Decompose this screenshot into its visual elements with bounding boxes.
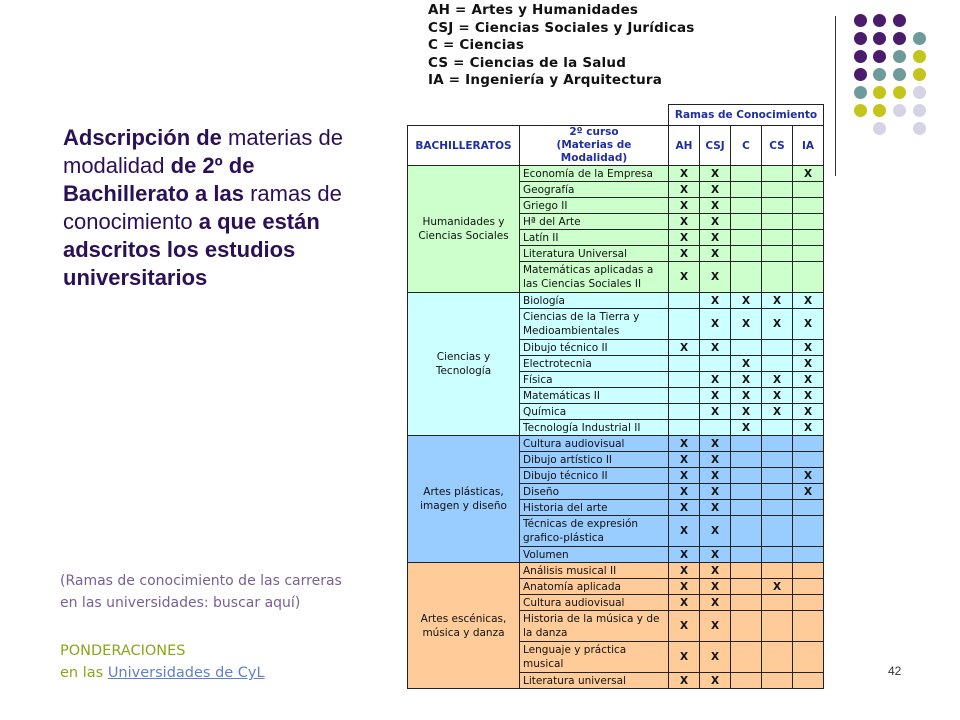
decorative-dot [893, 32, 906, 45]
group-name-cell: Humanidades y Ciencias Sociales [408, 166, 520, 293]
group-name-cell: Artes escénicas, música y danza [408, 563, 520, 689]
rama-mark-cell: X [793, 340, 824, 356]
ponderaciones [60, 640, 265, 684]
rama-mark-cell [731, 262, 762, 293]
rama-mark-cell [669, 388, 700, 404]
rama-mark-cell [731, 547, 762, 563]
decorative-dot [854, 32, 867, 45]
rama-mark-cell: X [669, 214, 700, 230]
rama-mark-cell: X [793, 468, 824, 484]
rama-mark-cell: X [700, 611, 731, 642]
materia-cell: Literatura Universal [520, 246, 669, 262]
materia-cell: Geografía [520, 182, 669, 198]
legend-csj: CSJ = Ciencias Sociales y Jurídicas [428, 19, 695, 36]
rama-mark-cell: X [700, 500, 731, 516]
col-c: C [731, 126, 762, 166]
rama-mark-cell [762, 262, 793, 293]
rama-mark-cell [762, 230, 793, 246]
materia-cell: Matemáticas II [520, 388, 669, 404]
materia-cell: Ciencias de la Tierra y Medioambientales [520, 309, 669, 340]
decorative-dot [913, 32, 926, 45]
materia-cell: Literatura universal [520, 673, 669, 689]
materia-cell: Historia de la música y de la danza [520, 611, 669, 642]
materia-cell: Dibujo técnico II [520, 468, 669, 484]
materia-cell: Técnicas de expresión grafico-plástica [520, 516, 669, 547]
rama-mark-cell: X [700, 404, 731, 420]
rama-mark-cell: X [669, 468, 700, 484]
rama-mark-cell [762, 484, 793, 500]
rama-mark-cell [731, 563, 762, 579]
materia-cell: Anatomía aplicada [520, 579, 669, 595]
decorative-dot [913, 86, 926, 99]
rama-mark-cell: X [669, 182, 700, 198]
decorative-dot [854, 86, 867, 99]
rama-mark-cell [762, 547, 793, 563]
rama-mark-cell [793, 563, 824, 579]
table-row [408, 293, 824, 309]
rama-mark-cell: X [669, 563, 700, 579]
rama-mark-cell [762, 500, 793, 516]
rama-mark-cell [793, 500, 824, 516]
rama-mark-cell: X [669, 611, 700, 642]
rama-mark-cell: X [700, 372, 731, 388]
rama-mark-cell: X [669, 230, 700, 246]
rama-mark-cell: X [731, 372, 762, 388]
rama-mark-cell: X [700, 293, 731, 309]
decorative-dot [893, 50, 906, 63]
decorative-dot [893, 14, 906, 27]
decorative-dot [873, 68, 886, 81]
rama-mark-cell: X [700, 673, 731, 689]
rama-mark-cell [731, 166, 762, 182]
header-bachilleratos: BACHILLERATOS [408, 126, 520, 166]
rama-mark-cell [669, 309, 700, 340]
note-line-1: (Ramas de conocimiento de las carreras [60, 573, 342, 589]
rama-mark-cell [669, 372, 700, 388]
materia-cell: Análisis musical II [520, 563, 669, 579]
materia-cell: Química [520, 404, 669, 420]
decorative-dot [854, 68, 867, 81]
materia-cell: Física [520, 372, 669, 388]
materia-cell: Matemáticas aplicadas a las Ciencias Sociales II [520, 262, 669, 293]
adscripcion-table [407, 104, 824, 689]
rama-mark-cell: X [700, 516, 731, 547]
materia-cell: Dibujo técnico II [520, 340, 669, 356]
rama-mark-cell: X [700, 230, 731, 246]
rama-mark-cell [731, 595, 762, 611]
rama-mark-cell [793, 673, 824, 689]
rama-mark-cell: X [762, 309, 793, 340]
rama-mark-cell [762, 611, 793, 642]
rama-mark-cell [793, 611, 824, 642]
blank-cell [520, 105, 669, 126]
header-ramas: Ramas de Conocimiento [669, 105, 824, 126]
table-row [408, 436, 824, 452]
rama-mark-cell: X [700, 563, 731, 579]
decorative-dot [893, 104, 906, 117]
rama-mark-cell: X [793, 484, 824, 500]
rama-mark-cell: X [762, 404, 793, 420]
rama-mark-cell: X [669, 246, 700, 262]
rama-mark-cell [793, 230, 824, 246]
universidades-link[interactable]: Universidades de CyL [107, 665, 265, 681]
materia-cell: Lenguaje y práctica musical [520, 642, 669, 673]
rama-mark-cell: X [669, 452, 700, 468]
legend-ah: AH = Artes y Humanidades [428, 2, 639, 18]
rama-mark-cell: X [700, 388, 731, 404]
materia-cell: Historia del arte [520, 500, 669, 516]
rama-mark-cell: X [793, 309, 824, 340]
materia-cell: Economía de la Empresa [520, 166, 669, 182]
rama-mark-cell: X [669, 642, 700, 673]
table-row [408, 166, 824, 182]
materia-cell: Hª del Arte [520, 214, 669, 230]
decorative-dot [873, 14, 886, 27]
rama-mark-cell: X [700, 642, 731, 673]
title-part-1: Adscripción de [63, 125, 222, 150]
rama-mark-cell: X [731, 404, 762, 420]
rama-mark-cell: X [669, 198, 700, 214]
materia-cell: Griego II [520, 198, 669, 214]
rama-mark-cell: X [669, 436, 700, 452]
rama-mark-cell: X [793, 404, 824, 420]
materia-cell: Diseño [520, 484, 669, 500]
rama-mark-cell [700, 420, 731, 436]
title-part-3: de 2º de Bachillerato a las [63, 153, 255, 206]
rama-mark-cell [731, 611, 762, 642]
rama-mark-cell [731, 182, 762, 198]
rama-mark-cell [731, 230, 762, 246]
materia-cell: Cultura audiovisual [520, 595, 669, 611]
rama-mark-cell: X [669, 579, 700, 595]
header-materias-label: (Materias de Modalidad) [556, 139, 632, 164]
rama-mark-cell: X [793, 372, 824, 388]
rama-mark-cell: X [700, 468, 731, 484]
rama-mark-cell [731, 642, 762, 673]
rama-mark-cell [669, 293, 700, 309]
rama-mark-cell [762, 673, 793, 689]
col-ia: IA [793, 126, 824, 166]
rama-mark-cell: X [762, 372, 793, 388]
rama-mark-cell [700, 356, 731, 372]
rama-mark-cell [762, 166, 793, 182]
decorative-dot [913, 104, 926, 117]
rama-mark-cell: X [700, 166, 731, 182]
rama-mark-cell: X [669, 484, 700, 500]
table-header-row-1 [408, 105, 824, 126]
rama-mark-cell [793, 436, 824, 452]
rama-mark-cell [731, 516, 762, 547]
rama-mark-cell [669, 356, 700, 372]
materia-cell: Latín II [520, 230, 669, 246]
rama-mark-cell: X [700, 309, 731, 340]
decorative-dot [913, 50, 926, 63]
decorative-dot [893, 68, 906, 81]
rama-mark-cell [762, 356, 793, 372]
decorative-dot [893, 86, 906, 99]
rama-mark-cell [731, 500, 762, 516]
rama-mark-cell: X [793, 166, 824, 182]
materia-cell: Dibujo artístico II [520, 452, 669, 468]
rama-mark-cell [762, 420, 793, 436]
rama-mark-cell: X [793, 293, 824, 309]
rama-mark-cell [762, 595, 793, 611]
rama-mark-cell: X [762, 579, 793, 595]
decorative-dot [854, 50, 867, 63]
rama-mark-cell: X [700, 484, 731, 500]
rama-mark-cell: X [700, 579, 731, 595]
materia-cell: Cultura audiovisual [520, 436, 669, 452]
decorative-dot [873, 50, 886, 63]
rama-mark-cell [762, 340, 793, 356]
rama-mark-cell: X [669, 500, 700, 516]
rama-mark-cell [793, 516, 824, 547]
rama-mark-cell: X [731, 356, 762, 372]
materia-cell: Electrotecnia [520, 356, 669, 372]
rama-mark-cell [731, 246, 762, 262]
rama-mark-cell [793, 246, 824, 262]
ramas-table [407, 104, 824, 689]
decorative-dot [873, 32, 886, 45]
note-line-2[interactable]: en las universidades: buscar aquí) [60, 595, 301, 611]
rama-mark-cell: X [700, 262, 731, 293]
rama-mark-cell: X [669, 673, 700, 689]
rama-mark-cell: X [700, 214, 731, 230]
rama-mark-cell: X [669, 516, 700, 547]
rama-mark-cell [762, 452, 793, 468]
rama-mark-cell [793, 214, 824, 230]
rama-mark-cell [793, 262, 824, 293]
decorative-dot [873, 122, 886, 135]
decorative-dot [854, 14, 867, 27]
slide-title [63, 124, 343, 292]
rama-mark-cell: X [700, 246, 731, 262]
rama-mark-cell [731, 673, 762, 689]
rama-mark-cell: X [700, 182, 731, 198]
decorative-dot [913, 68, 926, 81]
title-part-2: materias de modalidad [63, 125, 343, 178]
decorative-dots [848, 14, 948, 154]
rama-mark-cell: X [731, 293, 762, 309]
group-name-cell: Ciencias y Tecnología [408, 293, 520, 436]
rama-mark-cell: X [669, 547, 700, 563]
rama-mark-cell: X [731, 420, 762, 436]
rama-mark-cell: X [731, 309, 762, 340]
col-ah: AH [669, 126, 700, 166]
rama-mark-cell [762, 436, 793, 452]
rama-mark-cell [793, 182, 824, 198]
rama-mark-cell [731, 198, 762, 214]
table-row [408, 563, 824, 579]
rama-mark-cell [762, 563, 793, 579]
rama-mark-cell: X [793, 420, 824, 436]
rama-mark-cell [731, 452, 762, 468]
rama-mark-cell [793, 579, 824, 595]
rama-mark-cell [731, 436, 762, 452]
rama-mark-cell [762, 516, 793, 547]
rama-mark-cell [731, 468, 762, 484]
blank-cell [408, 105, 520, 126]
divider-line [835, 16, 836, 176]
decorative-dot [913, 122, 926, 135]
legend-cs: CS = Ciencias de la Salud [428, 54, 627, 71]
legend-ia: IA = Ingeniería y Arquitectura [428, 72, 663, 88]
rama-mark-cell: X [762, 293, 793, 309]
rama-mark-cell [762, 182, 793, 198]
rama-mark-cell [793, 452, 824, 468]
rama-mark-cell [762, 198, 793, 214]
rama-mark-cell [669, 420, 700, 436]
title-part-4: ramas de conocimiento [63, 181, 342, 234]
rama-mark-cell [669, 404, 700, 420]
rama-mark-cell: X [700, 436, 731, 452]
table-header-row-2 [408, 126, 824, 166]
rama-mark-cell [793, 642, 824, 673]
rama-mark-cell: X [669, 262, 700, 293]
decorative-dot [873, 104, 886, 117]
group-name-cell: Artes plásticas, imagen y diseño [408, 436, 520, 563]
rama-mark-cell [762, 246, 793, 262]
rama-mark-cell [731, 340, 762, 356]
rama-mark-cell: X [700, 340, 731, 356]
legend [428, 2, 695, 90]
rama-mark-cell [793, 547, 824, 563]
materia-cell: Biología [520, 293, 669, 309]
page-number: 42 [888, 664, 902, 678]
ponderaciones-prefix: en las [60, 665, 104, 681]
ramas-note [60, 570, 342, 614]
rama-mark-cell [793, 595, 824, 611]
ponderaciones-label: PONDERACIONES [60, 643, 186, 659]
rama-mark-cell: X [700, 198, 731, 214]
rama-mark-cell [731, 579, 762, 595]
decorative-dot [854, 104, 867, 117]
col-csj: CSJ [700, 126, 731, 166]
rama-mark-cell [762, 642, 793, 673]
rama-mark-cell: X [700, 547, 731, 563]
rama-mark-cell: X [669, 595, 700, 611]
rama-mark-cell: X [700, 452, 731, 468]
materia-cell: Volumen [520, 547, 669, 563]
rama-mark-cell: X [793, 356, 824, 372]
rama-mark-cell: X [731, 388, 762, 404]
rama-mark-cell [793, 198, 824, 214]
title-part-5: a que están adscritos los estudios universitarios [63, 209, 320, 290]
decorative-dot [873, 86, 886, 99]
materia-cell: Tecnología Industrial II [520, 420, 669, 436]
rama-mark-cell: X [700, 595, 731, 611]
rama-mark-cell: X [793, 388, 824, 404]
rama-mark-cell [731, 214, 762, 230]
rama-mark-cell [762, 468, 793, 484]
header-curso: 2º curso [569, 126, 619, 138]
rama-mark-cell: X [669, 340, 700, 356]
legend-c: C = Ciencias [428, 37, 525, 53]
header-materias [520, 126, 669, 166]
col-cs: CS [762, 126, 793, 166]
rama-mark-cell [762, 214, 793, 230]
rama-mark-cell [731, 484, 762, 500]
rama-mark-cell: X [762, 388, 793, 404]
rama-mark-cell: X [669, 166, 700, 182]
